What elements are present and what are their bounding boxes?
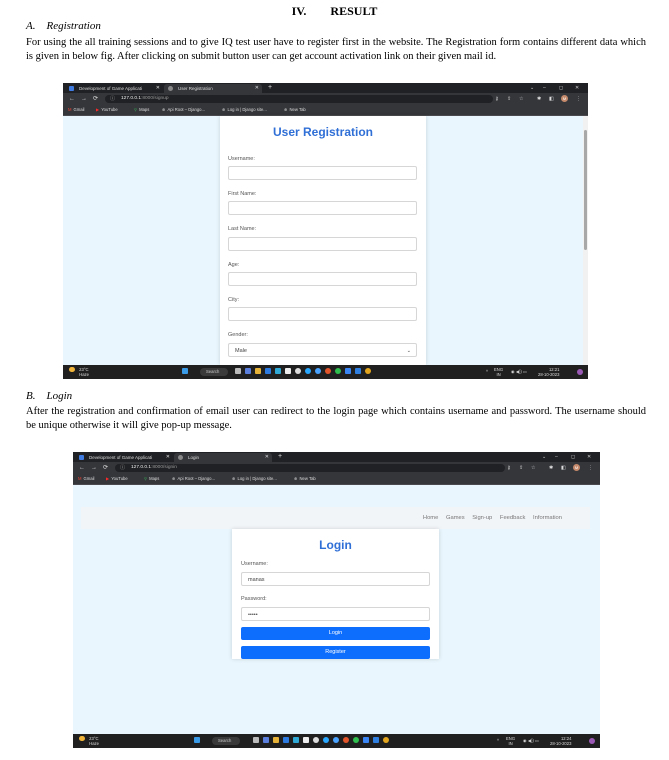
globe-icon: ⊕ bbox=[232, 476, 236, 481]
tray-chevron-icon[interactable]: ^ bbox=[486, 369, 488, 374]
nav-information[interactable]: Information bbox=[533, 515, 562, 521]
sun-icon bbox=[69, 367, 75, 372]
url-path: :8000/signin bbox=[151, 465, 177, 470]
share-icon[interactable]: ⇪ bbox=[507, 96, 512, 102]
scrollbar-thumb[interactable] bbox=[584, 130, 587, 250]
temperature: 23°C bbox=[89, 736, 99, 741]
file-explorer-icon[interactable] bbox=[255, 368, 261, 374]
close-icon[interactable]: ✕ bbox=[264, 454, 269, 460]
globe-icon: ⊕ bbox=[222, 107, 226, 112]
register-button[interactable]: Register bbox=[241, 646, 430, 659]
city-input[interactable] bbox=[228, 307, 417, 321]
url-path: :8000/signup bbox=[141, 96, 169, 101]
tab-login[interactable] bbox=[174, 453, 272, 462]
key-icon[interactable]: ⚷ bbox=[495, 96, 499, 102]
section-a-paragraph: For using the all training sessions and to give IQ test user have to register first in the website. The Registration form contains different data which is given in below fig. After clicking on submit button user can get account activation link on their given mail id. bbox=[26, 37, 646, 62]
minimize-button[interactable]: – bbox=[555, 454, 558, 460]
info-icon: ⓘ bbox=[120, 465, 126, 471]
help-icon[interactable] bbox=[333, 737, 339, 743]
bookmark-django-login[interactable]: ⊕ Log in | Django site... bbox=[222, 107, 267, 112]
profile-avatar[interactable]: M bbox=[574, 465, 579, 471]
bookmarks-bar bbox=[63, 105, 588, 116]
bookmark-api-root[interactable]: ⊕ Api Root – Django... bbox=[172, 476, 215, 481]
bookmark-new-tab[interactable]: ⊕ New Tab bbox=[284, 107, 306, 112]
tab-user-registration[interactable] bbox=[164, 84, 262, 93]
weather-text: Haze bbox=[79, 372, 89, 377]
age-input[interactable] bbox=[228, 272, 417, 286]
share-icon[interactable]: ⇪ bbox=[519, 465, 524, 471]
globe-icon bbox=[168, 86, 173, 91]
close-icon[interactable]: ✕ bbox=[165, 454, 170, 460]
username-label: Username: bbox=[241, 561, 268, 567]
close-icon[interactable]: ✕ bbox=[155, 85, 160, 91]
address-bar[interactable] bbox=[105, 95, 493, 103]
globe-icon: ⊕ bbox=[284, 107, 288, 112]
url-host: 127.0.0.1 bbox=[121, 96, 142, 101]
maximize-button[interactable]: ◻ bbox=[559, 85, 564, 91]
registration-card bbox=[220, 116, 426, 365]
sun-icon bbox=[79, 736, 85, 741]
globe-icon: ⊕ bbox=[294, 476, 298, 481]
store-icon[interactable] bbox=[275, 368, 281, 374]
login-button[interactable]: Login bbox=[241, 627, 430, 640]
start-button[interactable] bbox=[182, 368, 192, 376]
first-name-label: First Name: bbox=[228, 191, 257, 197]
gmail-icon: M bbox=[78, 476, 82, 481]
page-content bbox=[63, 116, 588, 365]
sidepanel-icon[interactable]: ◧ bbox=[561, 465, 566, 471]
file-explorer-icon[interactable] bbox=[273, 737, 279, 743]
nav-feedback[interactable]: Feedback bbox=[499, 515, 526, 521]
username-label: Username: bbox=[228, 156, 255, 162]
toolbar bbox=[63, 93, 588, 105]
page-content bbox=[73, 485, 600, 734]
last-name-input[interactable] bbox=[228, 237, 417, 251]
extensions-icon[interactable]: ✱ bbox=[549, 465, 554, 471]
whatsapp-icon[interactable] bbox=[353, 737, 359, 743]
site-icon bbox=[79, 455, 84, 460]
youtube-icon: ▶ bbox=[96, 107, 100, 112]
taskbar-search[interactable] bbox=[200, 368, 228, 376]
weather-text: Haze bbox=[89, 741, 99, 746]
app-icon[interactable] bbox=[373, 737, 379, 743]
address-bar[interactable] bbox=[115, 464, 505, 472]
tray-chevron-icon[interactable]: ^ bbox=[497, 738, 499, 743]
menu-icon[interactable]: ⋮ bbox=[588, 465, 593, 471]
menu-icon[interactable]: ⋮ bbox=[576, 96, 581, 102]
taskbar-search[interactable] bbox=[212, 737, 240, 745]
tab-game-app[interactable] bbox=[75, 453, 173, 462]
section-b-paragraph: After the registration and confirmation of email user can redirect to the login page which contains username and password. The username should be unique otherwise it will give pop-up message. bbox=[26, 406, 646, 431]
tab-search-icon[interactable]: ⌄ bbox=[530, 85, 535, 91]
chat-icon[interactable] bbox=[263, 737, 269, 743]
nav-home[interactable]: Home bbox=[422, 515, 439, 521]
taskbar-apps bbox=[235, 368, 375, 376]
temperature: 23°C bbox=[79, 367, 89, 372]
info-icon: ⓘ bbox=[110, 96, 116, 102]
notification-icon[interactable] bbox=[577, 369, 583, 375]
globe-icon: ⊕ bbox=[162, 107, 166, 112]
vscode-icon[interactable] bbox=[363, 737, 369, 743]
app-icon[interactable] bbox=[303, 737, 309, 743]
star-icon[interactable]: ☆ bbox=[531, 465, 536, 471]
app-icon[interactable] bbox=[323, 737, 329, 743]
tab-game-app[interactable] bbox=[65, 84, 163, 93]
section-heading: IV. RESULT bbox=[291, 4, 378, 18]
new-tab-button[interactable]: + bbox=[278, 453, 283, 460]
reload-icon[interactable]: ⟳ bbox=[103, 465, 109, 471]
chrome-icon[interactable] bbox=[313, 737, 319, 743]
gender-value: Male bbox=[235, 348, 247, 354]
bookmark-new-tab[interactable]: ⊕ New Tab bbox=[294, 476, 316, 481]
nav-links bbox=[417, 515, 562, 521]
gender-label: Gender: bbox=[228, 332, 248, 338]
sidepanel-icon[interactable]: ◧ bbox=[549, 96, 554, 102]
app-icon[interactable] bbox=[305, 368, 311, 374]
gender-select[interactable] bbox=[228, 343, 417, 357]
login-screenshot bbox=[73, 452, 600, 748]
star-icon[interactable]: ☆ bbox=[519, 96, 524, 102]
back-icon[interactable]: ← bbox=[69, 96, 75, 102]
tab-label: Development of Game Applicati bbox=[79, 86, 143, 91]
bookmark-gmail[interactable]: M Gmail bbox=[68, 107, 85, 112]
url-host: 127.0.0.1 bbox=[131, 465, 152, 470]
help-icon[interactable] bbox=[315, 368, 321, 374]
tab-label: Development of Game Applicati bbox=[89, 455, 153, 460]
app-icon[interactable] bbox=[355, 368, 361, 374]
bookmarks-bar bbox=[73, 474, 600, 485]
back-icon[interactable]: ← bbox=[79, 465, 85, 471]
maps-icon: ⚲ bbox=[134, 107, 138, 112]
bookmark-youtube[interactable]: ▶ YouTube bbox=[96, 107, 118, 112]
toolbar bbox=[73, 462, 600, 474]
close-icon[interactable]: ✕ bbox=[254, 85, 259, 91]
password-input[interactable]: ••••• bbox=[241, 607, 430, 621]
taskbar bbox=[73, 734, 600, 748]
bookmark-gmail[interactable]: M Gmail bbox=[78, 476, 95, 481]
app-icon[interactable] bbox=[325, 368, 331, 374]
bookmark-maps[interactable]: ⚲ Maps bbox=[134, 107, 150, 112]
clock[interactable]: 12:24 28-10-2023 bbox=[550, 736, 572, 746]
globe-icon bbox=[178, 455, 183, 460]
close-window-button[interactable]: ✕ bbox=[575, 85, 580, 91]
chrome-icon[interactable] bbox=[383, 737, 389, 743]
navbar bbox=[81, 507, 590, 529]
clock[interactable]: 12:21 28-10-2023 bbox=[538, 367, 560, 377]
first-name-input[interactable] bbox=[228, 201, 417, 215]
login-card bbox=[232, 529, 439, 659]
start-button[interactable] bbox=[194, 737, 204, 745]
new-tab-button[interactable]: + bbox=[268, 84, 273, 91]
task-view-icon[interactable] bbox=[253, 737, 259, 743]
network-volume-battery-icons[interactable]: ◉ ◀)) ▭ bbox=[523, 738, 539, 743]
whatsapp-icon[interactable] bbox=[335, 368, 341, 374]
reload-icon[interactable]: ⟳ bbox=[93, 96, 99, 102]
minimize-button[interactable]: – bbox=[543, 85, 546, 91]
username-input[interactable] bbox=[228, 166, 417, 180]
chevron-down-icon: ⌄ bbox=[406, 348, 411, 354]
form-title: User Registration bbox=[272, 125, 374, 139]
password-label: Password: bbox=[241, 596, 267, 602]
site-icon bbox=[69, 86, 74, 91]
tab-bar bbox=[63, 83, 588, 93]
bookmark-maps[interactable]: ⚲ Maps bbox=[144, 476, 160, 481]
edge-icon[interactable] bbox=[265, 368, 271, 374]
chat-icon[interactable] bbox=[245, 368, 251, 374]
username-input[interactable]: manas bbox=[241, 572, 430, 586]
maximize-button[interactable]: ◻ bbox=[571, 454, 576, 460]
language-indicator[interactable]: ENG IN bbox=[494, 367, 504, 377]
forward-icon[interactable]: → bbox=[81, 96, 87, 102]
bookmark-youtube[interactable]: ▶ YouTube bbox=[106, 476, 128, 481]
tab-bar bbox=[73, 452, 600, 462]
taskbar bbox=[63, 365, 588, 379]
app-icon[interactable] bbox=[343, 737, 349, 743]
age-label: Age: bbox=[228, 262, 240, 268]
windows-icon bbox=[194, 737, 200, 743]
close-window-button[interactable]: ✕ bbox=[587, 454, 592, 460]
bookmark-api-root[interactable]: ⊕ Api Root – Django... bbox=[162, 107, 205, 112]
extensions-icon[interactable]: ✱ bbox=[537, 96, 542, 102]
tab-search-icon[interactable]: ⌄ bbox=[542, 454, 547, 460]
registration-screenshot bbox=[63, 83, 588, 379]
youtube-icon: ▶ bbox=[106, 476, 110, 481]
edge-icon[interactable] bbox=[283, 737, 289, 743]
weather-widget[interactable] bbox=[69, 367, 89, 377]
search-label: Search bbox=[206, 369, 220, 374]
profile-avatar[interactable]: M bbox=[562, 96, 567, 102]
form-title: Login bbox=[319, 538, 352, 552]
app-icon[interactable] bbox=[285, 368, 291, 374]
vscode-icon[interactable] bbox=[345, 368, 351, 374]
chrome-icon[interactable] bbox=[295, 368, 301, 374]
scrollbar[interactable] bbox=[583, 116, 588, 365]
notification-icon[interactable] bbox=[589, 738, 595, 744]
weather-widget[interactable] bbox=[79, 736, 99, 746]
key-icon[interactable]: ⚷ bbox=[507, 465, 511, 471]
language-indicator[interactable]: ENG IN bbox=[506, 736, 516, 746]
section-b-title: B. Login bbox=[26, 390, 73, 402]
gmail-icon: M bbox=[68, 107, 72, 112]
tab-label: Login bbox=[188, 455, 200, 460]
nav-signup[interactable]: Sign-up bbox=[472, 515, 493, 521]
search-label: Search bbox=[218, 738, 232, 743]
bookmark-django-login[interactable]: ⊕ Log in | Django site... bbox=[232, 476, 277, 481]
task-view-icon[interactable] bbox=[235, 368, 241, 374]
last-name-label: Last Name: bbox=[228, 226, 257, 232]
tab-label: User Registration bbox=[178, 86, 213, 91]
chrome-icon[interactable] bbox=[365, 368, 371, 374]
network-volume-battery-icons[interactable]: ◉ ◀)) ▭ bbox=[511, 369, 527, 374]
forward-icon[interactable]: → bbox=[91, 465, 97, 471]
taskbar-apps bbox=[253, 737, 393, 745]
nav-games[interactable]: Games bbox=[445, 515, 465, 521]
section-a-title: A. Registration bbox=[26, 20, 101, 32]
globe-icon: ⊕ bbox=[172, 476, 176, 481]
store-icon[interactable] bbox=[293, 737, 299, 743]
city-label: City: bbox=[228, 297, 239, 303]
windows-icon bbox=[182, 368, 188, 374]
maps-icon: ⚲ bbox=[144, 476, 148, 481]
